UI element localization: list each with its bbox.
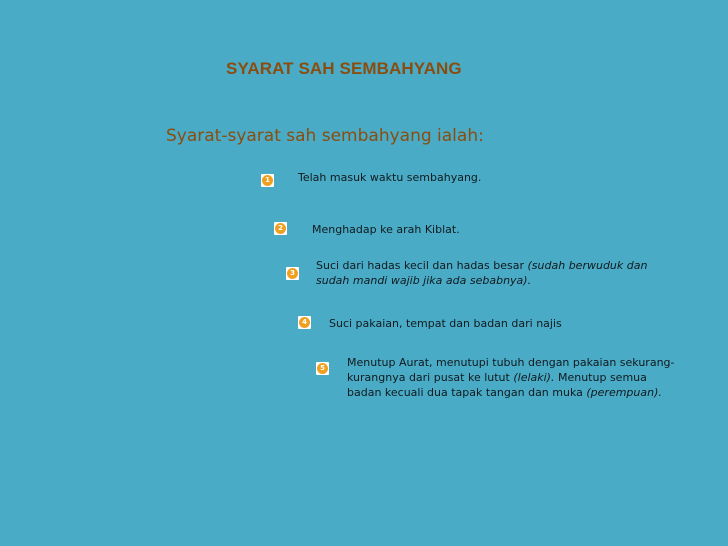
- number-badge-icon: [261, 174, 274, 187]
- number-badge-icon: [316, 362, 329, 375]
- badge-number: 3: [287, 268, 298, 279]
- list-item-text: Telah masuk waktu sembahyang.: [298, 171, 482, 184]
- list-item-text: Suci pakaian, tempat dan badan dari najis: [329, 317, 562, 330]
- list-item-note: (sudah berwuduk dan sudah mandi wajib jika ada sebabnya).: [316, 259, 648, 287]
- number-badge-icon: [274, 222, 287, 235]
- list-item-main-text: Menutup Aurat, menutupi tubuh dengan pakaian sekurang-kurangnya dari pusat ke lutut: [347, 356, 675, 384]
- list-item-text: [347, 355, 677, 400]
- list-item-note: (lelaki).: [513, 371, 555, 384]
- list-item-main-text: Suci dari hadas kecil dan hadas besar: [316, 259, 528, 272]
- list-item-text: Menghadap ke arah Kiblat.: [312, 223, 460, 236]
- list-item-text: [316, 258, 666, 288]
- list-item-note: (perempuan).: [586, 386, 662, 399]
- badge-number: 1: [262, 175, 273, 186]
- slide-subtitle: Syarat-syarat sah sembahyang ialah:: [166, 126, 484, 146]
- number-badge-icon: [286, 267, 299, 280]
- badge-number: 2: [275, 223, 286, 234]
- badge-number: 5: [317, 363, 328, 374]
- slide-title: SYARAT SAH SEMBAHYANG: [226, 59, 462, 78]
- number-badge-icon: [298, 316, 311, 329]
- badge-number: 4: [299, 317, 310, 328]
- list-item-main-text: Menutup semua badan kecuali dua tapak tangan dan muka: [347, 371, 647, 399]
